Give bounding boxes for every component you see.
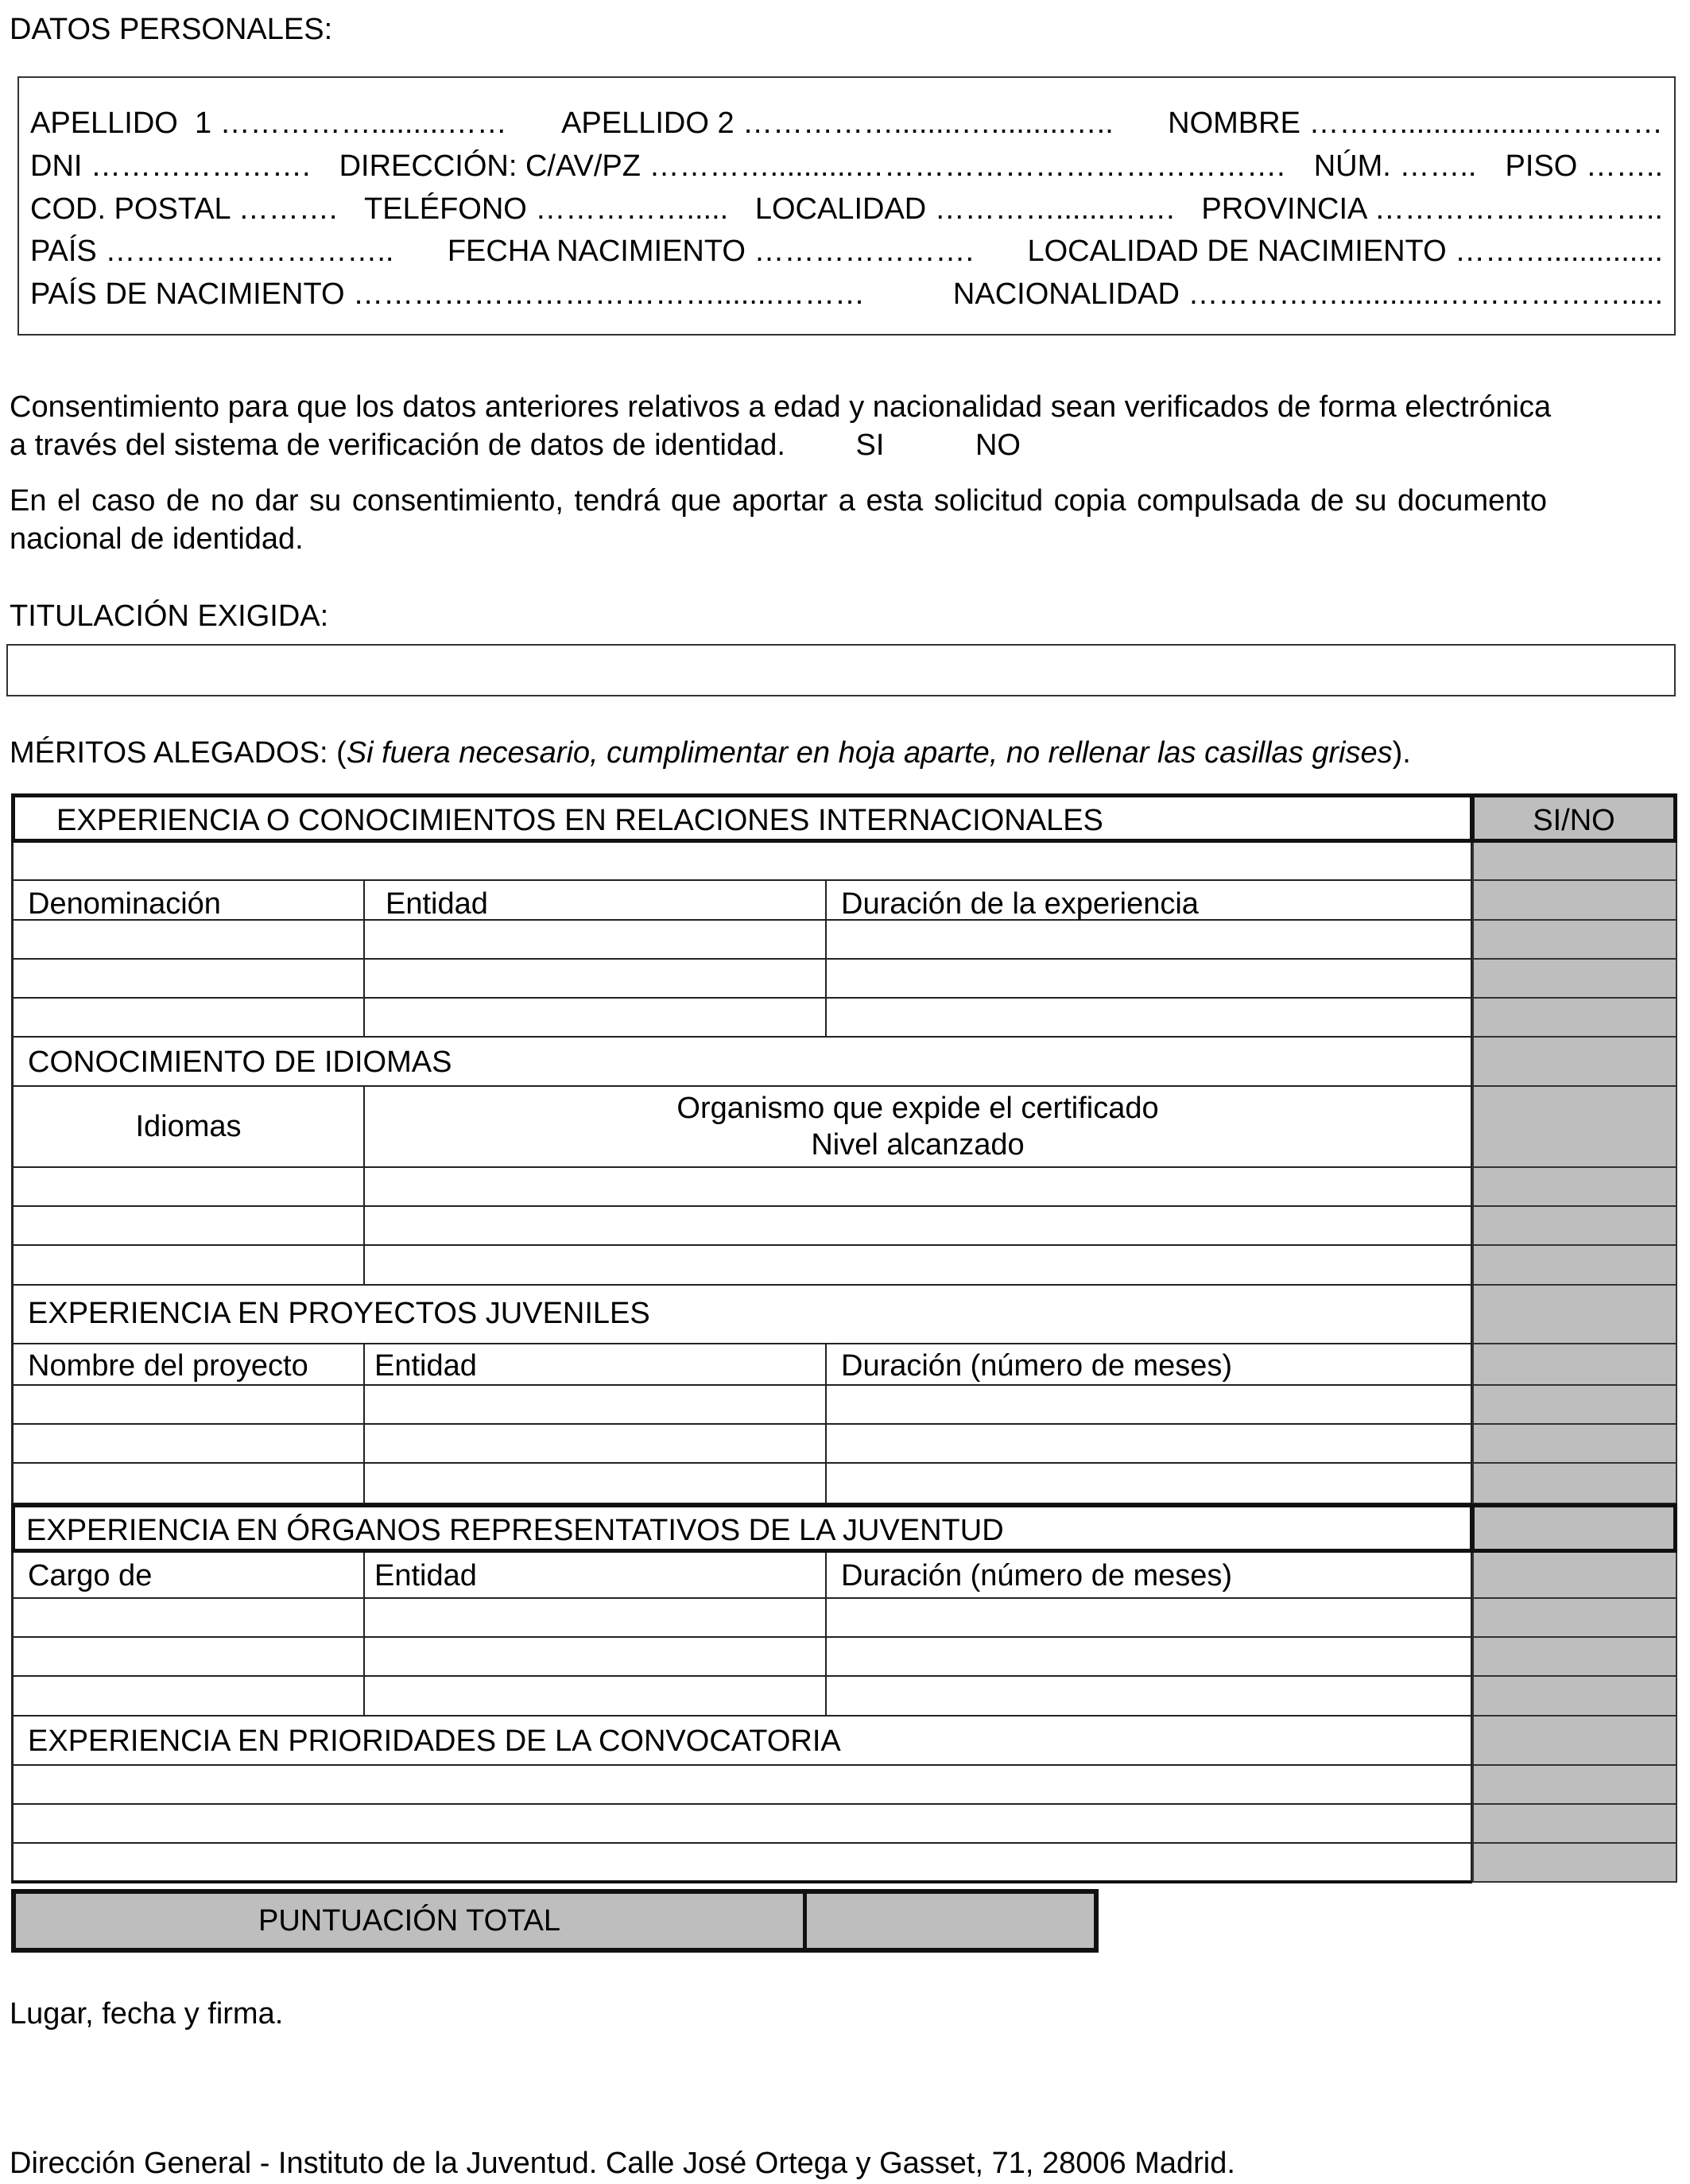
- localidad-field[interactable]: LOCALIDAD …………......…….: [754, 192, 1175, 226]
- table-row[interactable]: [11, 1844, 1472, 1883]
- total-score-value: [807, 1894, 1094, 1948]
- sino-cell: [1472, 1344, 1677, 1386]
- cell-entidad[interactable]: [363, 1599, 825, 1636]
- cell-entidad[interactable]: [363, 1638, 825, 1675]
- sino-cell: [1472, 1805, 1677, 1844]
- cell-cargo[interactable]: [14, 1638, 363, 1675]
- cell-organismo-nivel[interactable]: [363, 1246, 1471, 1284]
- section2-title-row: [11, 1038, 1472, 1087]
- nacionalidad-field[interactable]: NACIONALIDAD ……………............……………….....: [952, 277, 1663, 311]
- table-row[interactable]: [11, 999, 1472, 1038]
- table-row[interactable]: [11, 1246, 1472, 1286]
- cell-cargo[interactable]: [14, 1677, 363, 1715]
- fecha-nacimiento-field[interactable]: FECHA NACIMIENTO ………………….: [447, 235, 975, 268]
- col-nivel: Nivel alcanzado: [811, 1128, 1025, 1162]
- table-row[interactable]: [11, 960, 1472, 999]
- sino-cell: [1472, 1717, 1677, 1766]
- dni-field[interactable]: DNI ………………….: [30, 149, 311, 183]
- consent-note-line2: nacional de identidad.: [10, 522, 304, 556]
- personal-line-1[interactable]: [30, 108, 1663, 138]
- cell-entidad[interactable]: [363, 1425, 825, 1462]
- pais-nacimiento-field[interactable]: PAÍS DE NACIMIENTO ……………………………….......………: [30, 277, 866, 311]
- personal-data-title: DATOS PERSONALES:: [10, 13, 333, 46]
- sino-cell: [1472, 1425, 1677, 1464]
- col-nombre-proyecto: Nombre del proyecto: [28, 1349, 308, 1383]
- localidad-nacimiento-field[interactable]: LOCALIDAD DE NACIMIENTO ………..............: [1027, 235, 1663, 268]
- cell-proyecto[interactable]: [14, 1386, 363, 1423]
- titulacion-input[interactable]: [6, 644, 1676, 696]
- sino-cell: [1471, 1503, 1677, 1553]
- col-duracion: Duración de la experiencia: [841, 887, 1199, 921]
- consent-text-line2: a través del sistema de verificación de datos de identidad.: [10, 429, 785, 462]
- section4-title-row: [11, 1503, 1474, 1553]
- sino-cell: [1472, 1844, 1677, 1883]
- signature-label: Lugar, fecha y firma.: [10, 1997, 284, 2031]
- consent-note: [10, 482, 1677, 558]
- col-organismo: Organismo que expide el certificado: [676, 1092, 1159, 1125]
- footer-address: Dirección General - Instituto de la Juventud. Calle José Ortega y Gasset, 71, 28006 Madrid.: [10, 2147, 1235, 2180]
- sino-cell: [1472, 1386, 1677, 1425]
- table-row[interactable]: [11, 1599, 1472, 1638]
- cell-organismo-nivel[interactable]: [363, 1207, 1471, 1244]
- header-title: EXPERIENCIA O CONOCIMIENTOS EN RELACIONES INTERNACIONALES: [56, 804, 1103, 837]
- sino-cell: [1472, 960, 1677, 999]
- table-row[interactable]: [11, 921, 1472, 960]
- col-idiomas: Idiomas: [135, 1110, 242, 1143]
- col-entidad: Entidad: [374, 1559, 477, 1592]
- cell-duracion[interactable]: [825, 1638, 1471, 1675]
- sino-cell: [1472, 999, 1677, 1038]
- cell-duracion[interactable]: [825, 1599, 1471, 1636]
- sino-cell: [1472, 1246, 1677, 1286]
- section2-col-headers: [11, 1087, 1472, 1168]
- sino-cell: [1472, 1677, 1677, 1717]
- cell-proyecto[interactable]: [14, 1464, 363, 1503]
- cell-proyecto[interactable]: [14, 1425, 363, 1462]
- cell-duracion[interactable]: [825, 999, 1471, 1036]
- table-row[interactable]: [11, 1386, 1472, 1425]
- section5-title: EXPERIENCIA EN PRIORIDADES DE LA CONVOCATORIA: [28, 1724, 841, 1758]
- apellido1-field[interactable]: APELLIDO 1 …………….........……: [30, 107, 507, 140]
- section5-title-row: [11, 1717, 1472, 1766]
- cell-entidad[interactable]: [363, 1386, 825, 1423]
- cell-denominacion[interactable]: [14, 999, 363, 1036]
- sino-cell: [1472, 1038, 1677, 1087]
- cell-idioma[interactable]: [14, 1168, 363, 1205]
- titulacion-label: TITULACIÓN EXIGIDA:: [10, 599, 329, 633]
- table-row[interactable]: [11, 1766, 1472, 1805]
- consent-yes-option[interactable]: SI: [855, 429, 885, 462]
- personal-data-box: [17, 76, 1676, 336]
- section4-title: EXPERIENCIA EN ÓRGANOS REPRESENTATIVOS DE LA JUVENTUD: [26, 1514, 1004, 1547]
- sino-cell: [1472, 881, 1677, 921]
- table-row[interactable]: [11, 1677, 1472, 1717]
- table-row[interactable]: [11, 843, 1472, 881]
- cell-idioma[interactable]: [14, 1246, 363, 1284]
- col-denominacion: Denominación: [28, 887, 221, 921]
- col-entidad: Entidad: [374, 1349, 477, 1383]
- cell-entidad[interactable]: [363, 960, 825, 997]
- consent-text: Consentimiento para que los datos anteriores relativos a edad y nacionalidad sean verificados de forma electrónica: [10, 390, 1552, 424]
- personal-line-2[interactable]: [30, 151, 1663, 181]
- sino-cell: [1472, 1599, 1677, 1638]
- cell-duracion[interactable]: [825, 960, 1471, 997]
- provincia-field[interactable]: PROVINCIA ………………………..: [1201, 192, 1663, 226]
- sino-cell: [1472, 921, 1677, 960]
- sino-cell: [1472, 1087, 1677, 1168]
- col-duracion-meses: Duración (número de meses): [841, 1559, 1233, 1592]
- table-row[interactable]: [11, 1638, 1472, 1677]
- nombre-field[interactable]: NOMBRE ……….................…………: [1168, 107, 1663, 140]
- col-duracion-meses: Duración (número de meses): [841, 1349, 1233, 1383]
- cell-entidad[interactable]: [363, 999, 825, 1036]
- pais-field[interactable]: PAÍS ………………………..: [30, 235, 394, 268]
- cell-entidad[interactable]: [363, 1677, 825, 1715]
- numero-field[interactable]: NÚM. ……..: [1313, 149, 1477, 183]
- sino-cell: [1472, 1207, 1677, 1246]
- cell-duracion[interactable]: [825, 921, 1471, 958]
- section4-col-headers: [11, 1553, 1472, 1599]
- sino-cell: [1472, 1286, 1677, 1344]
- total-score-label: PUNTUACIÓN TOTAL: [16, 1894, 807, 1948]
- section3-col-headers: [11, 1344, 1472, 1386]
- direccion-field[interactable]: DIRECCIÓN: C/AV/PZ …………..........…………………………………….: [339, 149, 1285, 183]
- cell-entidad[interactable]: [363, 921, 825, 958]
- sino-cell: [1472, 1464, 1677, 1504]
- merits-label: MÉRITOS ALEGADOS: (: [10, 736, 347, 770]
- col-cargo: Cargo de: [28, 1559, 153, 1592]
- merits-title: [10, 738, 1411, 768]
- table-row[interactable]: [11, 1207, 1472, 1246]
- cell-idioma[interactable]: [14, 1207, 363, 1244]
- table-row[interactable]: [11, 1805, 1472, 1844]
- sino-cell: [1472, 1168, 1677, 1207]
- section1-col-headers: [11, 881, 1472, 921]
- cell-duracion[interactable]: [825, 1677, 1471, 1715]
- cell-denominacion[interactable]: [14, 960, 363, 997]
- cod-postal-field[interactable]: COD. POSTAL ……….: [30, 192, 338, 226]
- apellido2-field[interactable]: APELLIDO 2 ……………........….........…..: [561, 107, 1114, 140]
- sino-cell: [1472, 843, 1677, 881]
- cell-entidad[interactable]: [363, 1464, 825, 1503]
- personal-line-3[interactable]: [30, 194, 1663, 224]
- merits-label-end: ).: [1392, 736, 1411, 770]
- consent-no-option[interactable]: NO: [975, 429, 1021, 462]
- consent-paragraph: [10, 388, 1677, 464]
- merits-note: Si fuera necesario, cumplimentar en hoja aparte, no rellenar las casillas grises: [346, 736, 1393, 770]
- piso-field[interactable]: PISO ……..: [1505, 149, 1663, 183]
- table-row[interactable]: [11, 1464, 1472, 1504]
- sino-cell: [1472, 1553, 1677, 1599]
- personal-line-5[interactable]: [30, 279, 1663, 309]
- header-sino: SI/NO: [1471, 793, 1677, 843]
- sino-cell: [1472, 1766, 1677, 1805]
- personal-line-4[interactable]: [30, 236, 1663, 266]
- col-entidad: Entidad: [386, 887, 488, 921]
- cell-duracion[interactable]: [825, 1386, 1471, 1423]
- section2-title: CONOCIMIENTO DE IDIOMAS: [28, 1045, 452, 1079]
- cell-cargo[interactable]: [14, 1599, 363, 1636]
- table-row[interactable]: [11, 1168, 1472, 1207]
- cell-duracion[interactable]: [825, 1425, 1471, 1462]
- section3-title-row: [11, 1286, 1472, 1344]
- cell-duracion[interactable]: [825, 1464, 1471, 1503]
- cell-organismo-nivel[interactable]: [363, 1168, 1471, 1205]
- table-header-row: [11, 793, 1474, 843]
- cell-denominacion[interactable]: [14, 921, 363, 958]
- telefono-field[interactable]: TELÉFONO …………….....: [364, 192, 729, 226]
- consent-note-line1: En el caso de no dar su consentimiento, tendrá que aportar a esta solicitud copia compulsada de su documento: [10, 484, 1548, 518]
- sino-cell: [1472, 1638, 1677, 1677]
- total-score-row: [11, 1889, 1099, 1953]
- table-row[interactable]: [11, 1425, 1472, 1464]
- section3-title: EXPERIENCIA EN PROYECTOS JUVENILES: [28, 1297, 650, 1330]
